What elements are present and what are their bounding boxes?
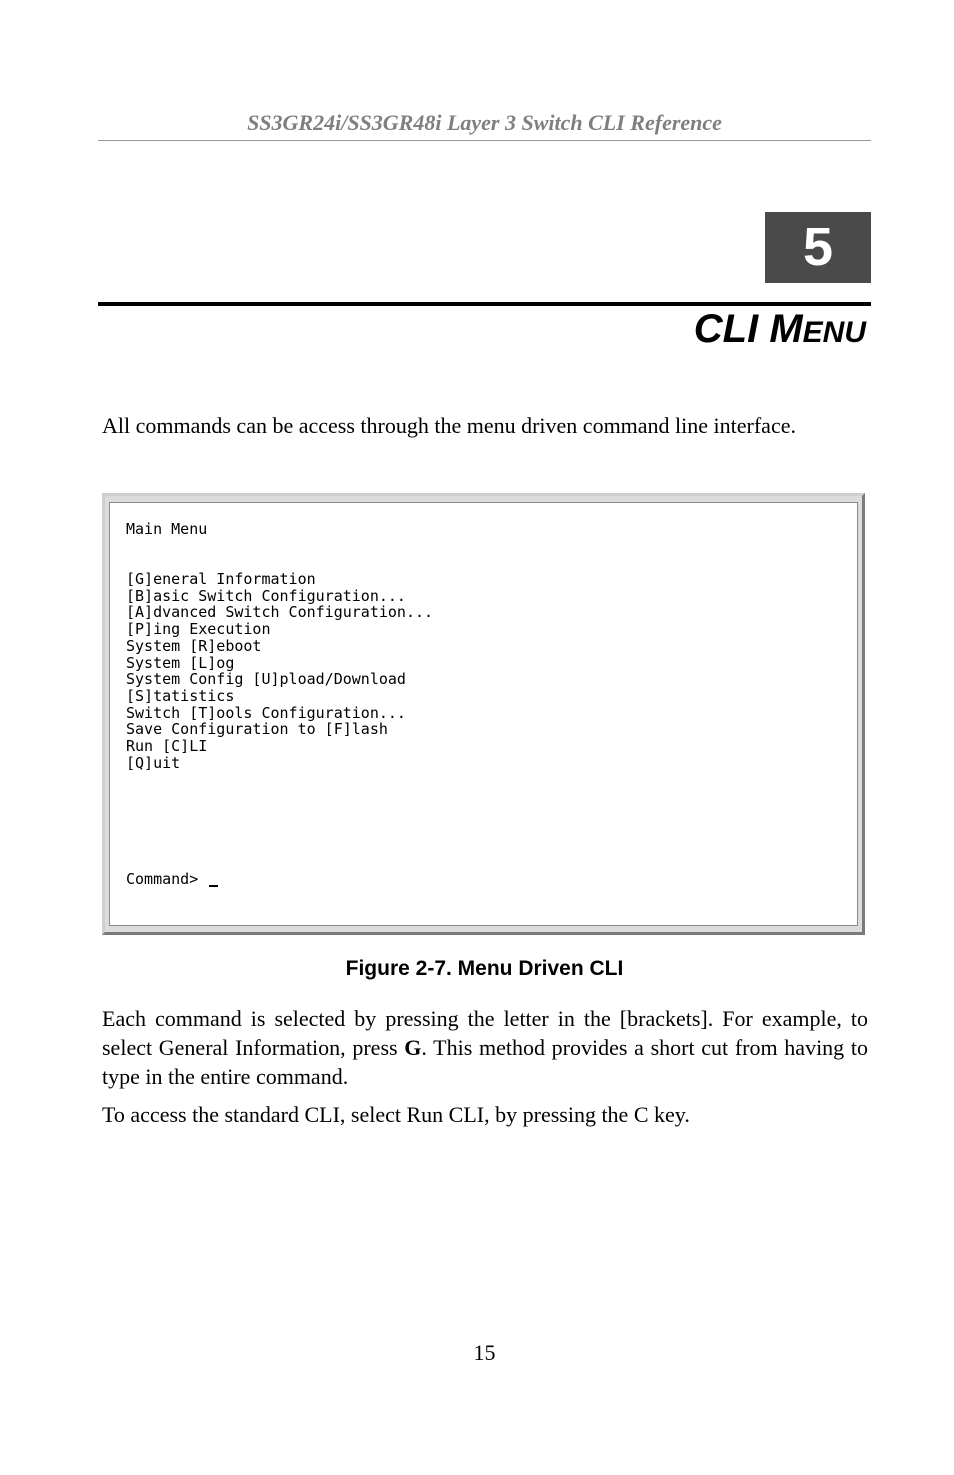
menu-item: [Q]uit [126, 753, 181, 772]
terminal-menu-list [126, 571, 433, 771]
menu-item: Save Configuration to [F]lash [126, 720, 388, 739]
page-number: 15 [473, 1340, 496, 1365]
menu-item: [G]eneral Information [126, 570, 316, 588]
intro-paragraph: All commands can be access through the menu driven command line interface. [102, 413, 796, 438]
chapter-number-badge: 5 [765, 212, 871, 283]
cursor-icon [209, 885, 218, 887]
header-rule [98, 140, 871, 141]
paragraph-text: . This method provides a short cut from having to type in the entire command. [102, 1035, 868, 1089]
terminal-prompt [126, 871, 218, 888]
terminal-screen [109, 502, 858, 926]
chapter-title-rest: ENU [802, 316, 866, 349]
menu-item: Switch [T]ools Configuration... [126, 703, 406, 722]
menu-item: System Config [U]pload/Download [126, 670, 406, 689]
terminal-title: Main Menu [126, 520, 208, 538]
chapter-title-first: CLI M [693, 307, 803, 351]
chapter-title [694, 306, 866, 356]
menu-item: [P]ing Execution [126, 620, 271, 639]
menu-item: [S]tatistics [126, 686, 235, 705]
prompt-text: Command> [126, 870, 208, 888]
menu-item: System [L]og [126, 653, 235, 672]
menu-item: [A]dvanced Switch Configuration... [126, 603, 434, 622]
key-letter: G [404, 1035, 422, 1060]
terminal-screenshot [102, 493, 865, 935]
paragraph-run-cli: To access the standard CLI, select Run CLI, by pressing the C key. [102, 1102, 690, 1127]
menu-item: System [R]eboot [126, 636, 262, 655]
menu-item: Run [C]LI [126, 737, 208, 756]
figure-caption: Figure 2-7. Menu Driven CLI [345, 957, 624, 980]
running-header: SS3GR24i/SS3GR48i Layer 3 Switch CLI Reference [247, 110, 722, 135]
paragraph-selection [102, 1004, 868, 1091]
menu-item: [B]asic Switch Configuration... [126, 586, 406, 605]
paragraph-text: Each command is selected by pressing the letter in the [brackets]. For example, to select General Information, press [102, 1006, 868, 1060]
